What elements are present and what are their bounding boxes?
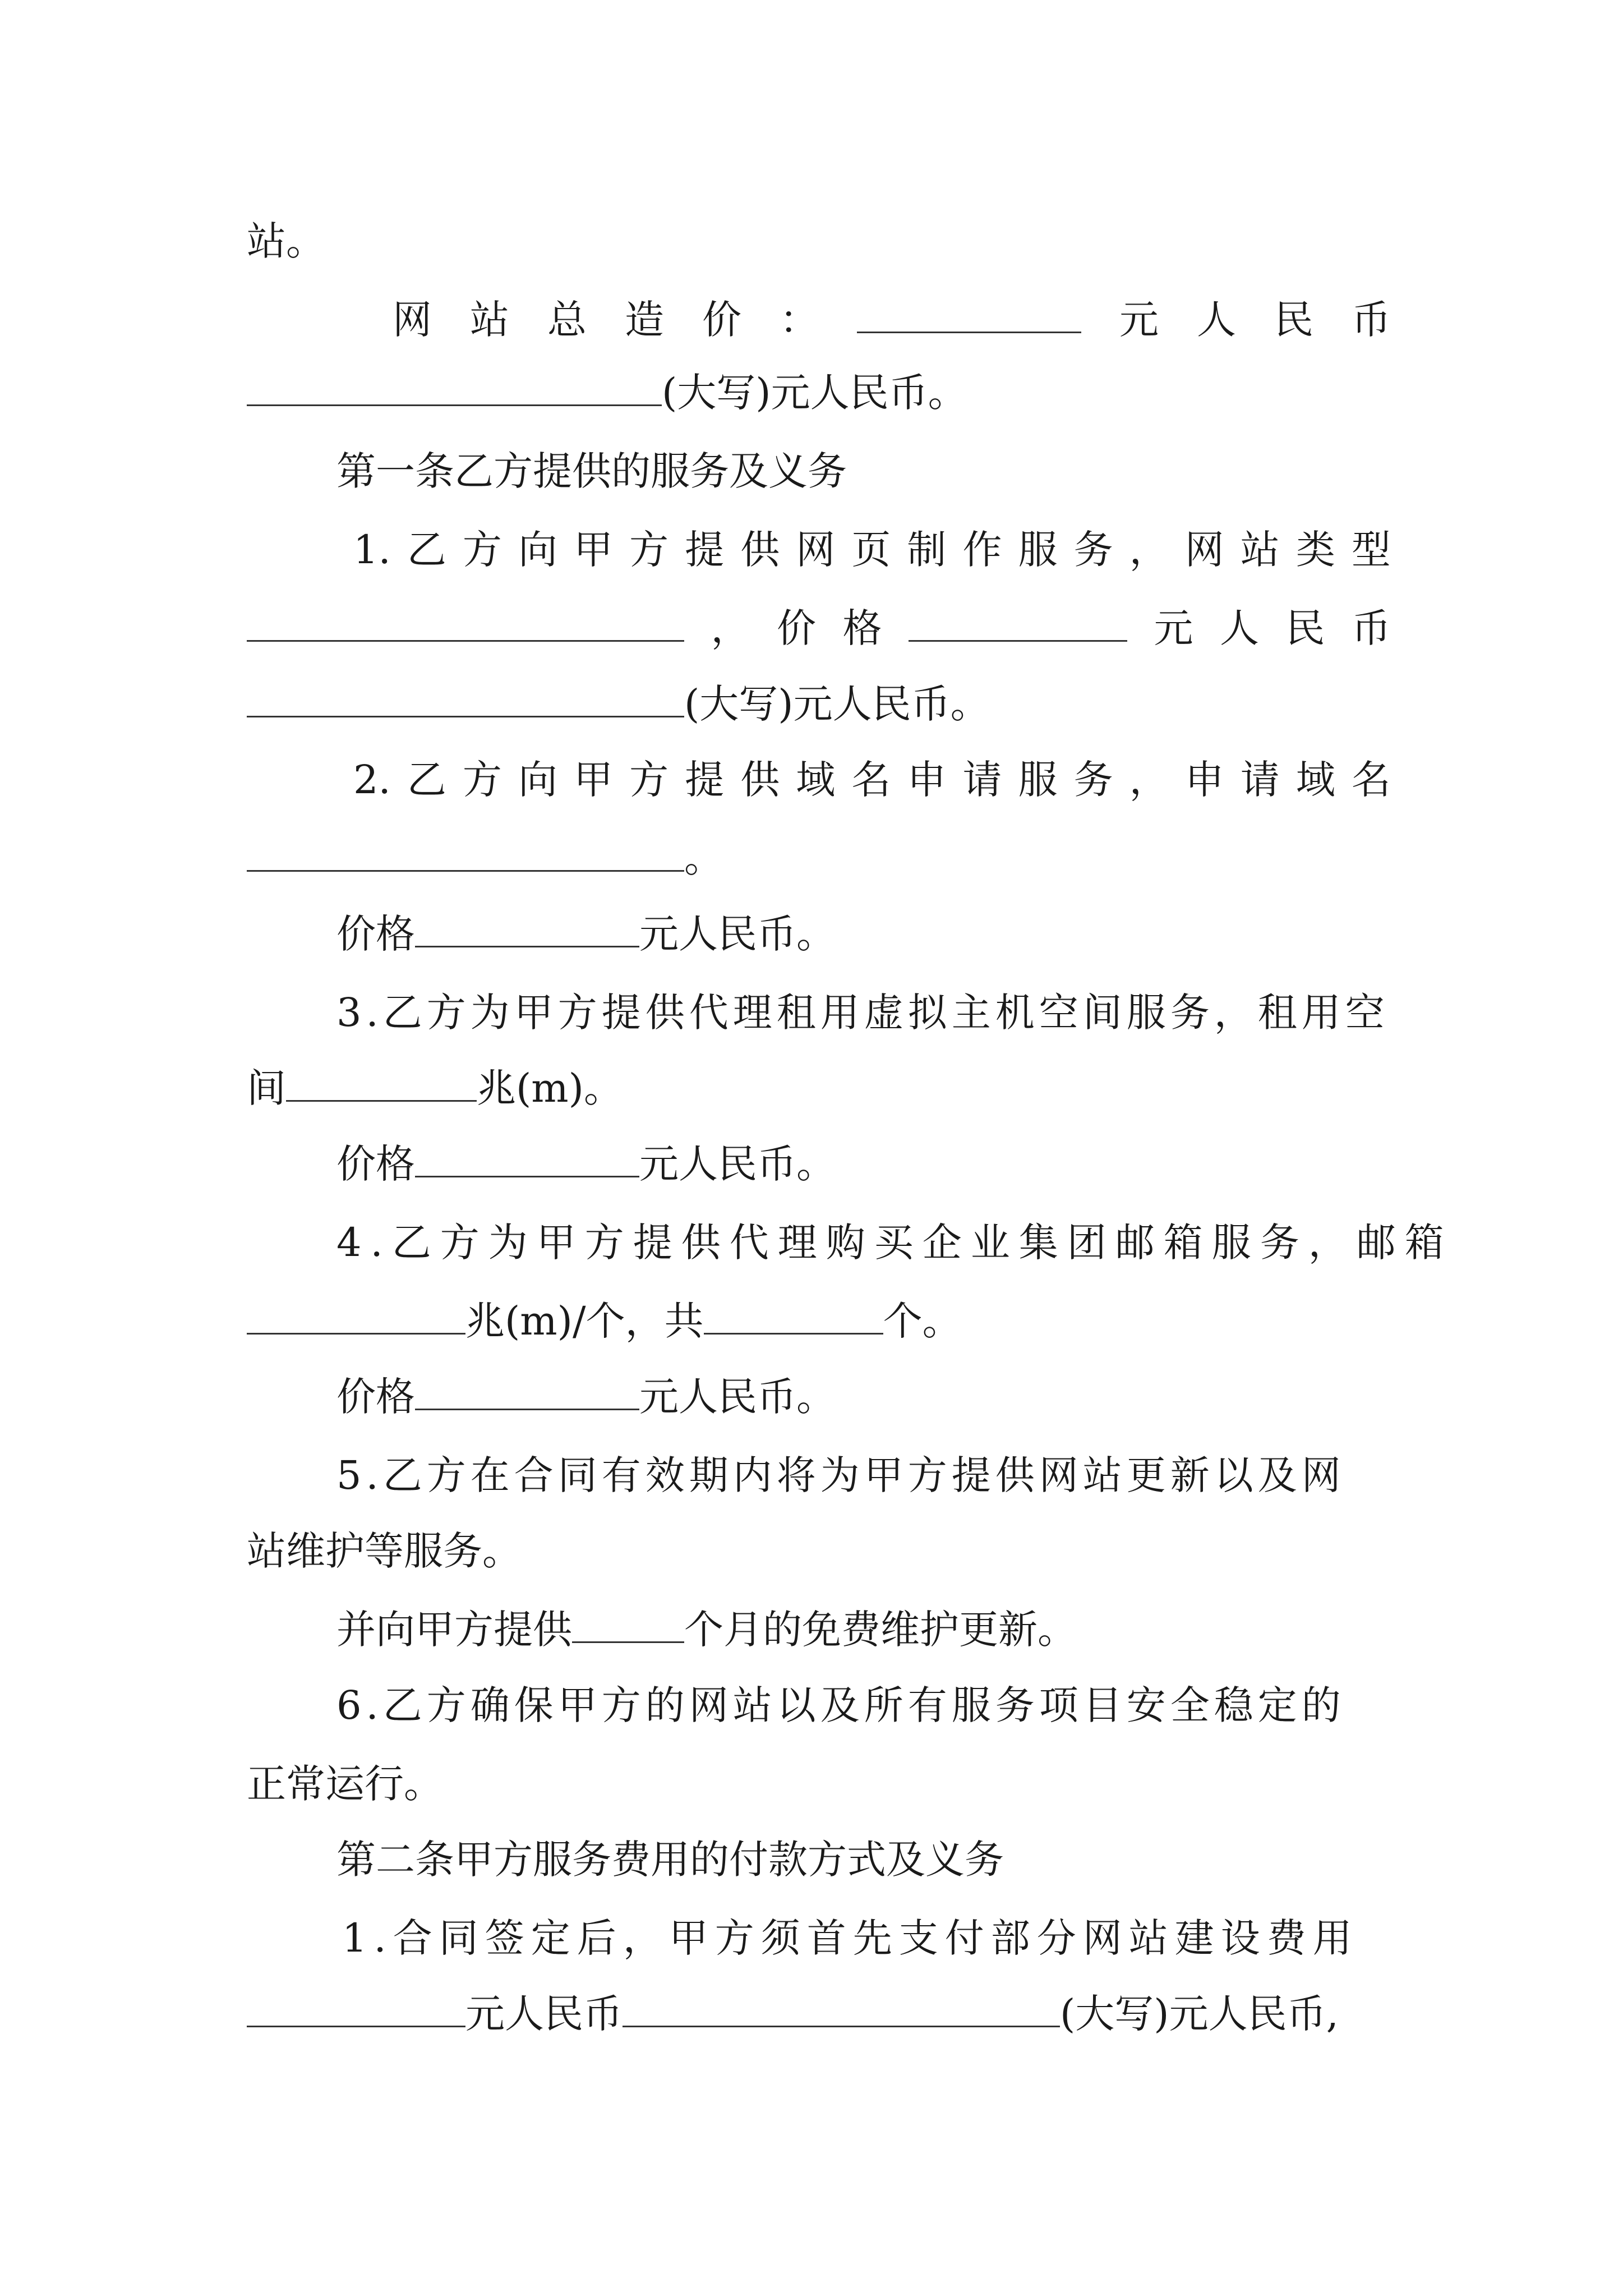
char: 供: [740, 527, 780, 573]
char: 作: [962, 527, 1002, 573]
char: 方: [462, 527, 502, 573]
text-line: [336, 1599, 1391, 1660]
char: ，: [1129, 527, 1169, 573]
line-text: 。: [684, 835, 723, 881]
char: 类: [1295, 527, 1335, 573]
char: 甲: [574, 757, 614, 803]
char: 人: [1197, 297, 1236, 343]
char: 价: [702, 297, 741, 343]
section-heading: [336, 1829, 1391, 1890]
char: ：: [780, 297, 819, 343]
char: 民: [1285, 605, 1325, 651]
text-line: [247, 1520, 1391, 1582]
line-text: 第二条甲方服务费用的付款方式及义务: [336, 1837, 1004, 1883]
char: 名: [851, 757, 891, 803]
char: 2.: [353, 757, 391, 803]
char: 网: [1184, 527, 1224, 573]
char: 币: [1352, 605, 1391, 651]
line-text: 4.乙方为甲方提供代理购买企业集团邮箱服务，邮箱: [336, 1220, 1453, 1266]
char: 元: [1154, 605, 1193, 651]
char: 乙: [407, 527, 446, 573]
char: 站: [470, 297, 509, 343]
line-text: 价格: [336, 911, 415, 957]
line-text: 价格: [336, 1141, 415, 1187]
char: ，: [1129, 757, 1169, 803]
char: 格: [842, 605, 882, 651]
line-text: 5.乙方在合同有效期内将为甲方提供网站更新以及网: [336, 1452, 1345, 1498]
char: 务: [1073, 527, 1113, 573]
fill-in-blank[interactable]: [857, 292, 1081, 333]
char: 1.: [353, 527, 391, 573]
text-line: [247, 597, 1391, 659]
text-line: [247, 1983, 1402, 2045]
text-line: [336, 982, 1391, 1043]
fill-in-blank[interactable]: [247, 1294, 465, 1335]
char: 造: [625, 297, 664, 343]
fill-in-blank[interactable]: [415, 907, 639, 947]
text-line: [342, 1907, 1391, 1969]
text-line: [247, 1753, 1391, 1815]
char: 方: [629, 757, 669, 803]
char: 向: [518, 757, 557, 803]
line-text: (大写)元人民币,: [1060, 1991, 1339, 2037]
char: 名: [1351, 757, 1391, 803]
fill-in-blank[interactable]: [704, 1294, 883, 1335]
fill-in-blank[interactable]: [415, 1369, 639, 1410]
char: 价: [777, 605, 816, 651]
text-line: [336, 1212, 1453, 1273]
line-text: 站维护等服务。: [247, 1528, 522, 1574]
line-text: 个。: [883, 1298, 962, 1344]
text-line: [247, 673, 1391, 735]
line-text: 元人民币: [465, 1991, 623, 2037]
char: 人: [1220, 605, 1259, 651]
fill-in-blank[interactable]: [286, 1061, 477, 1102]
line-text: 间: [247, 1065, 286, 1111]
fill-in-blank[interactable]: [247, 365, 662, 406]
char: 乙: [407, 757, 446, 803]
text-line: [336, 903, 1391, 965]
char: 服: [1018, 527, 1058, 573]
total-price-line: [393, 289, 1391, 351]
line-text: (大写)元人民币。: [684, 681, 990, 727]
section-heading: [336, 440, 1391, 502]
fill-in-blank[interactable]: [247, 601, 684, 642]
text-line: [336, 1366, 1391, 1428]
char: 服: [1018, 757, 1058, 803]
text-line: [247, 362, 1391, 424]
line-text: 个月的免费维护更新。: [684, 1607, 1077, 1653]
char: 申: [1184, 757, 1224, 803]
text-line: [247, 1290, 1391, 1352]
char: 方: [629, 527, 669, 573]
text-line: [353, 519, 1391, 581]
char: 甲: [574, 527, 614, 573]
char: 域: [1295, 757, 1335, 803]
line-text: 站。: [247, 218, 325, 264]
fill-in-blank[interactable]: [623, 1986, 1060, 2027]
char: 民: [1274, 297, 1313, 343]
fill-in-blank[interactable]: [247, 831, 684, 872]
text-line: [336, 1444, 1391, 1506]
char: 提: [685, 527, 725, 573]
line-text: 第一条乙方提供的服务及义务: [336, 448, 847, 494]
fill-in-blank[interactable]: [247, 1986, 465, 2027]
fill-in-blank[interactable]: [415, 1137, 639, 1177]
text-line: [336, 1133, 1391, 1195]
text-line: [247, 827, 1391, 889]
char: 网: [796, 527, 836, 573]
char: 制: [907, 527, 947, 573]
text-line: [336, 1674, 1391, 1736]
line-text: 兆(m)/个，共: [465, 1298, 704, 1344]
fill-in-blank[interactable]: [909, 601, 1127, 642]
char: 网: [393, 297, 432, 343]
char: 型: [1351, 527, 1391, 573]
line-text: (大写)元人民币。: [662, 370, 967, 416]
char: 申: [907, 757, 947, 803]
fill-in-blank[interactable]: [572, 1602, 684, 1643]
line-text: 元人民币。: [639, 1374, 836, 1420]
char: 提: [685, 757, 725, 803]
char: 页: [851, 527, 891, 573]
line-text: 1.合同签定后，甲方须首先支付部分网站建设费用: [342, 1915, 1359, 1961]
char: 请: [1240, 757, 1280, 803]
char: 币: [1352, 297, 1391, 343]
char: 请: [962, 757, 1002, 803]
char: 方: [462, 757, 502, 803]
char: 供: [740, 757, 780, 803]
char: 元: [1119, 297, 1159, 343]
line-text: 6.乙方确保甲方的网站以及所有服务项目安全稳定的: [336, 1682, 1345, 1728]
char: 务: [1073, 757, 1113, 803]
line-text: 正常运行。: [247, 1761, 443, 1807]
text-line: [247, 210, 1391, 272]
line-text: 元人民币。: [639, 1141, 836, 1187]
char: 向: [518, 527, 557, 573]
fill-in-blank[interactable]: [247, 677, 684, 717]
char: 域: [796, 757, 836, 803]
char: 总: [547, 297, 587, 343]
line-text: 元人民币。: [639, 911, 836, 957]
char: ，: [711, 605, 750, 651]
char: 站: [1240, 527, 1280, 573]
text-line: [247, 1057, 1391, 1119]
text-line: [353, 749, 1391, 811]
line-text: 3.乙方为甲方提供代理租用虚拟主机空间服务，租用空: [336, 990, 1389, 1036]
line-text: 兆(m)。: [477, 1065, 623, 1111]
line-text: 价格: [336, 1374, 415, 1420]
line-text: 并向甲方提供: [336, 1607, 572, 1653]
